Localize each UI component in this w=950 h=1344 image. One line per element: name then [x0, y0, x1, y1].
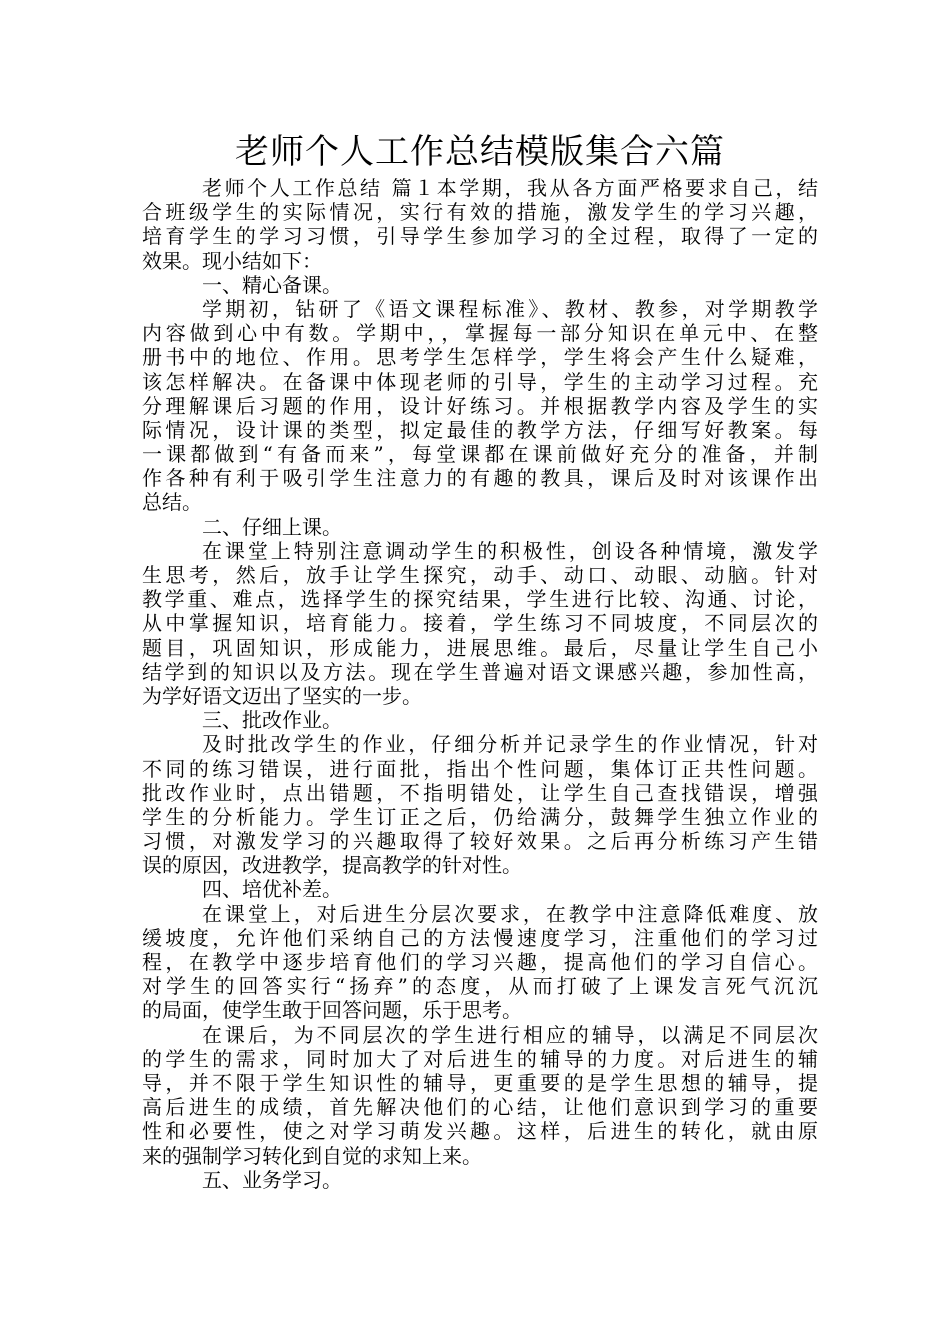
- paragraph-line: 生思考，然后，放手让学生探究，动手、动口、动眼、动脑。针对: [142, 563, 818, 587]
- paragraph-line: 内容做到心中有数。学期中，，掌握每一部分知识在单元中、在整: [142, 321, 818, 346]
- paragraph-line: 程，在教学中逐步培育他们的学习兴趣，提高他们的学习自信心。: [142, 950, 818, 974]
- paragraph-line: 从中掌握知识，培育能力。接着，学生练习不同坡度，不同层次的: [142, 611, 818, 636]
- section-heading: 四、培优补差。: [202, 877, 342, 902]
- paragraph-line: 册书中的地位、作用。思考学生怎样学，学生将会产生什么疑难，: [142, 345, 818, 370]
- paragraph-line: 总结。: [142, 490, 202, 515]
- paragraph-line: 效果。现小结如下：: [142, 248, 322, 273]
- paragraph-line: 在课堂上，对后进生分层次要求，在教学中注意降低难度、放: [202, 901, 818, 926]
- paragraph-line: 学生的分析能力。学生订正之后，仍给满分，鼓舞学生独立作业的: [142, 804, 818, 829]
- paragraph-line: 学期初，钻研了《语文课程标准》、教材、教参，对学期教学: [202, 296, 818, 321]
- paragraph-line: 批改作业时，点出错题，不指明错处，让学生自己查找错误，增强: [142, 780, 818, 805]
- paragraph-line: 的局面，使学生敢于回答问题，乐于思考。: [142, 998, 522, 1023]
- section-heading: 三、批改作业。: [202, 708, 342, 733]
- paragraph-line: 培育学生的学习习惯，引导学生参加学习的全过程，取得了一定的: [142, 224, 818, 249]
- paragraph-line: 作各种有利于吸引学生注意力的有趣的教具，课后及时对该课作出: [142, 466, 818, 491]
- paragraph-line: 导，并不限于学生知识性的辅导，更重要的是学生思想的辅导，提: [142, 1070, 818, 1095]
- paragraph-line: 的学生的需求，同时加大了对后进生的辅导的力度。对后进生的辅: [142, 1046, 818, 1071]
- paragraph-line: 合班级学生的实际情况，实行有效的措施，激发学生的学习兴趣，: [142, 200, 818, 225]
- paragraph-line: 为学好语文迈出了坚实的一步。: [142, 683, 422, 708]
- paragraph-line: 来的强制学习转化到自觉的求知上来。: [142, 1143, 482, 1168]
- section-heading: 五、业务学习。: [202, 1167, 342, 1192]
- paragraph-line: 高后进生的成绩，首先解决他们的心结，让他们意识到学习的重要: [142, 1095, 818, 1120]
- paragraph-line: 该怎样解决。在备课中体现老师的引导，学生的主动学习过程。充: [142, 369, 818, 394]
- paragraph-line: 对学生的回答实行“扬弃”的态度，从而打破了上课发言死气沉沉: [142, 974, 818, 999]
- paragraph-line: 际情况，设计课的类型，拟定最佳的教学方法，仔细写好教案。每: [142, 417, 818, 442]
- paragraph-line: 误的原因，改进教学，提高教学的针对性。: [142, 853, 522, 878]
- paragraph-line: 一课都做到“有备而来”，每堂课都在课前做好充分的准备，并制: [142, 442, 818, 467]
- paragraph-line: 习惯，对激发学习的兴趣取得了较好效果。之后再分析练习产生错: [142, 829, 818, 854]
- paragraph-line: 性和必要性，使之对学习萌发兴趣。这样，后进生的转化，就由原: [142, 1119, 818, 1144]
- paragraph-line: 结学到的知识以及方法。现在学生普遍对语文课感兴趣，参加性高，: [142, 659, 818, 684]
- paragraph-line: 在课堂上特别注意调动学生的积极性，创设各种情境，激发学: [202, 538, 818, 563]
- paragraph-line: 不同的练习错误，进行面批，指出个性问题，集体订正共性问题。: [142, 756, 818, 781]
- paragraph-line: 题目，巩固知识，形成能力，进展思维。最后，尽量让学生自己小: [142, 635, 818, 660]
- section-heading: 一、精心备课。: [202, 272, 342, 297]
- document-title: 老师个人工作总结模版集合六篇: [235, 132, 725, 172]
- paragraph-line: 教学重、难点，选择学生的探究结果，学生进行比较、沟通、讨论，: [142, 587, 818, 612]
- paragraph-line: 老师个人工作总结 篇１本学期，我从各方面严格要求自己，结: [202, 176, 818, 200]
- paragraph-line: 及时批改学生的作业，仔细分析并记录学生的作业情况，针对: [202, 732, 818, 757]
- document-page: [142, 128, 818, 1192]
- paragraph-line: 在课后，为不同层次的学生进行相应的辅导，以满足不同层次: [202, 1022, 818, 1047]
- paragraph-line: 缓坡度，允许他们采纳自己的方法慢速度学习，注重他们的学习过: [142, 925, 818, 950]
- document-body: [142, 176, 818, 1192]
- section-heading: 二、仔细上课。: [202, 514, 342, 539]
- paragraph-line: 分理解课后习题的作用，设计好练习。并根据教学内容及学生的实: [142, 393, 818, 418]
